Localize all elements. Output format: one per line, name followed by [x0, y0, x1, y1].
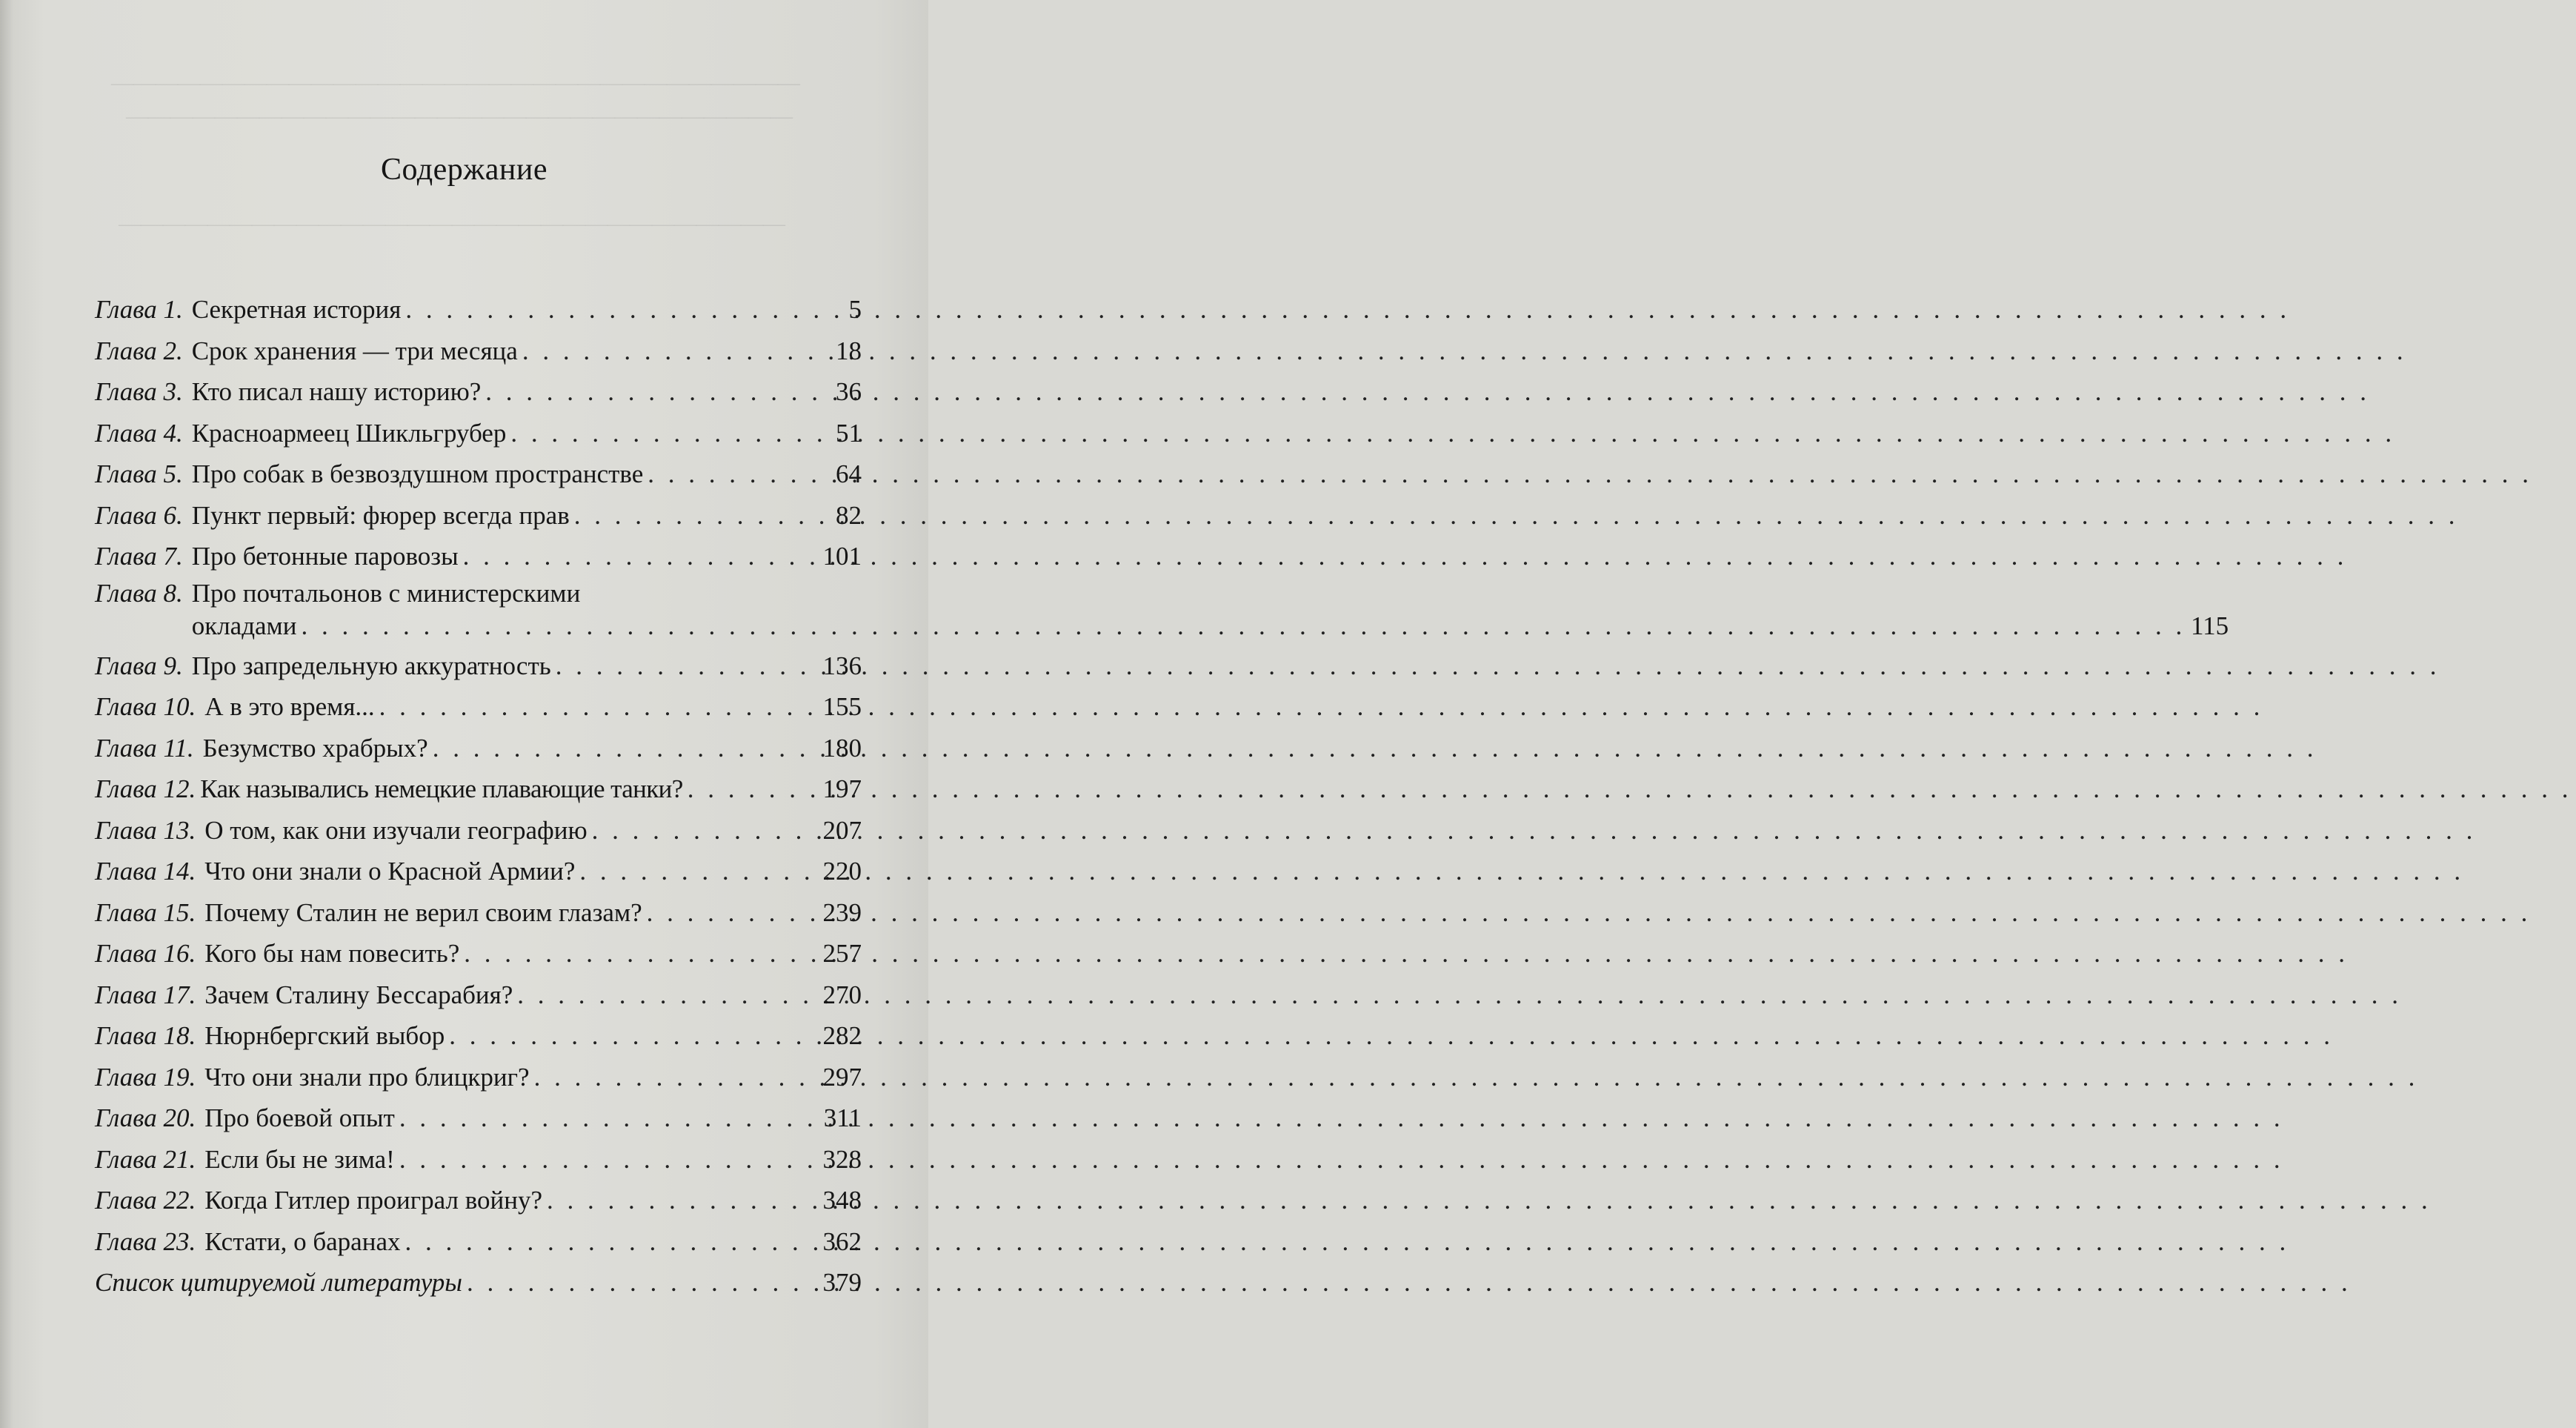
chapter-title: Если бы не зима!: [204, 1144, 395, 1174]
page-number: 311: [823, 1103, 862, 1132]
chapter-title: Что они знали про блицкриг?: [204, 1062, 530, 1092]
dot-leader: [459, 933, 2353, 974]
chapter-title: Как назывались немецкие плавающие танки?: [200, 774, 683, 803]
toc-entry-references[interactable]: [95, 1262, 862, 1304]
chapter-title: Про бетонные паровозы: [191, 542, 459, 571]
dot-leader: [445, 1015, 2338, 1056]
chapter-title: А в это время...: [204, 692, 375, 721]
toc-entry[interactable]: [95, 810, 862, 851]
table-of-contents: [95, 289, 2229, 1304]
page-number: 180: [822, 733, 862, 763]
chapter-label: Глава 4.: [95, 418, 183, 448]
bleed-through-text: ――――――――――――――――――――――――――――――: [119, 211, 785, 236]
page-number: 379: [822, 1268, 862, 1297]
toc-entry[interactable]: [95, 645, 862, 687]
toc-entry[interactable]: [95, 371, 862, 413]
toc-entry[interactable]: [95, 1015, 862, 1057]
toc-entry[interactable]: [95, 974, 862, 1016]
chapter-label: Глава 12.: [95, 774, 196, 803]
page-number: 257: [822, 939, 862, 968]
dot-leader: [481, 371, 2374, 412]
dot-leader: [400, 1221, 2294, 1262]
chapter-title: Что они знали о Красной Армии?: [204, 857, 576, 886]
chapter-title: Кто писал нашу историю?: [191, 377, 482, 406]
chapter-label: Глава 15.: [95, 897, 196, 927]
chapter-title: О том, как они изучали географию: [204, 815, 588, 845]
page-number: 207: [822, 815, 862, 845]
bleed-through-text: ―――――――――――――――――――――――――――――――: [111, 70, 800, 95]
chapter-label: Глава 3.: [95, 377, 183, 406]
chapter-label: Глава 9.: [95, 651, 183, 680]
chapter-label: Глава 7.: [95, 542, 183, 571]
page-number: 5: [848, 295, 862, 324]
chapter-title: Секретная история: [191, 295, 402, 324]
chapter-title: Про запредельную аккуратность: [191, 651, 551, 680]
page-number: 348: [822, 1186, 862, 1215]
chapter-title: Безумство храбрых?: [202, 733, 428, 763]
dot-leader: [518, 331, 2412, 371]
toc-entry[interactable]: [95, 728, 862, 769]
toc-entry[interactable]: [95, 768, 862, 810]
dot-leader: [428, 728, 2322, 768]
chapter-label: Глава 8.: [95, 578, 183, 608]
page-number: 64: [836, 459, 862, 488]
chapter-label: Глава 21.: [95, 1144, 196, 1174]
dot-leader: [401, 289, 2294, 330]
dot-leader: [513, 974, 2406, 1015]
toc-entry[interactable]: [95, 1180, 862, 1221]
page-number: 155: [822, 692, 862, 721]
page-number: 328: [822, 1144, 862, 1174]
chapter-title: Зачем Сталину Бессарабия?: [204, 980, 513, 1009]
dot-leader: [462, 1262, 2356, 1303]
chapter-label: Глава 2.: [95, 336, 183, 365]
chapter-title: Красноармеец Шикльгрубер: [191, 418, 507, 448]
chapter-label: Глава 18.: [95, 1021, 196, 1050]
dot-leader: [506, 413, 2400, 454]
chapter-label: Глава 22.: [95, 1186, 196, 1215]
chapter-title-continuation: окладами: [191, 611, 297, 640]
dot-leader: [395, 1139, 2289, 1180]
toc-entry[interactable]: [95, 1097, 862, 1139]
dot-leader: [395, 1097, 2289, 1138]
chapter-title: Кстати, о баранах: [204, 1226, 401, 1256]
toc-entry[interactable]: [95, 1221, 862, 1263]
dot-leader: [459, 536, 2352, 577]
dot-leader: [296, 610, 2190, 642]
toc-entry[interactable]: [95, 1139, 862, 1180]
toc-entry[interactable]: [95, 933, 862, 974]
page-number: 115: [2190, 611, 2229, 640]
chapter-title: Срок хранения — три месяца: [191, 336, 518, 365]
page-title: Содержание: [380, 153, 548, 187]
toc-entry[interactable]: [95, 536, 862, 577]
chapter-label: Глава 20.: [95, 1103, 196, 1132]
chapter-title: Пункт первый: фюрер всегда прав: [191, 500, 570, 530]
toc-entry[interactable]: [95, 413, 862, 454]
page-number: 270: [822, 980, 862, 1009]
chapter-label: Глава 11.: [95, 733, 194, 763]
dot-leader: [683, 768, 2576, 809]
toc-entry[interactable]: [95, 686, 862, 728]
toc-entry[interactable]: [95, 454, 862, 495]
dot-leader: [375, 686, 2269, 727]
toc-entry[interactable]: [95, 331, 862, 372]
chapter-label: Глава 10.: [95, 692, 196, 721]
toc-entry[interactable]: [95, 289, 862, 331]
dot-leader: [642, 892, 2536, 933]
chapter-title: Когда Гитлер проиграл войну?: [204, 1186, 542, 1215]
page-number: 101: [822, 542, 862, 571]
dot-leader: [643, 454, 2537, 494]
toc-entry[interactable]: [95, 892, 862, 934]
toc-entry[interactable]: [95, 577, 2229, 645]
chapter-title: Про собак в безвоздушном пространстве: [191, 459, 644, 488]
page-number: 282: [822, 1021, 862, 1050]
chapter-title: Про почтальонов с министерскими: [191, 578, 581, 608]
page-number: 362: [822, 1226, 862, 1256]
page-number: 197: [822, 774, 862, 803]
page-number: 36: [836, 377, 862, 406]
dot-leader: [530, 1057, 2423, 1097]
chapter-title: Почему Сталин не верил своим глазам?: [204, 897, 642, 927]
chapter-title: Про боевой опыт: [204, 1103, 395, 1132]
page-number: 82: [836, 500, 862, 530]
chapter-label: Глава 13.: [95, 815, 196, 845]
chapter-label: Глава 17.: [95, 980, 196, 1009]
chapter-label: Глава 23.: [95, 1226, 196, 1256]
page-number: 18: [836, 336, 862, 365]
chapter-label: Глава 1.: [95, 295, 183, 324]
chapter-label: Глава 14.: [95, 857, 196, 886]
dot-leader: [588, 810, 2481, 851]
chapter-title: Кого бы нам повесить?: [204, 939, 460, 968]
page-number: 51: [836, 418, 862, 448]
toc-entry[interactable]: [95, 1057, 862, 1098]
page-number: 297: [822, 1062, 862, 1092]
page-number: 136: [822, 651, 862, 680]
page-number: 239: [822, 897, 862, 927]
chapter-label: Глава 6.: [95, 500, 183, 530]
chapter-label: Глава 16.: [95, 939, 196, 968]
bleed-through-text: ――――――――――――――――――――――――――――――: [126, 104, 793, 128]
chapter-label: Глава 19.: [95, 1062, 196, 1092]
chapter-label: Глава 5.: [95, 459, 183, 488]
references-title: Список цитируемой литературы: [95, 1268, 462, 1297]
page-number: 220: [822, 857, 862, 886]
toc-entry[interactable]: [95, 495, 862, 537]
chapter-title: Нюрнбергский выбор: [204, 1021, 445, 1050]
toc-entry[interactable]: [95, 851, 862, 892]
